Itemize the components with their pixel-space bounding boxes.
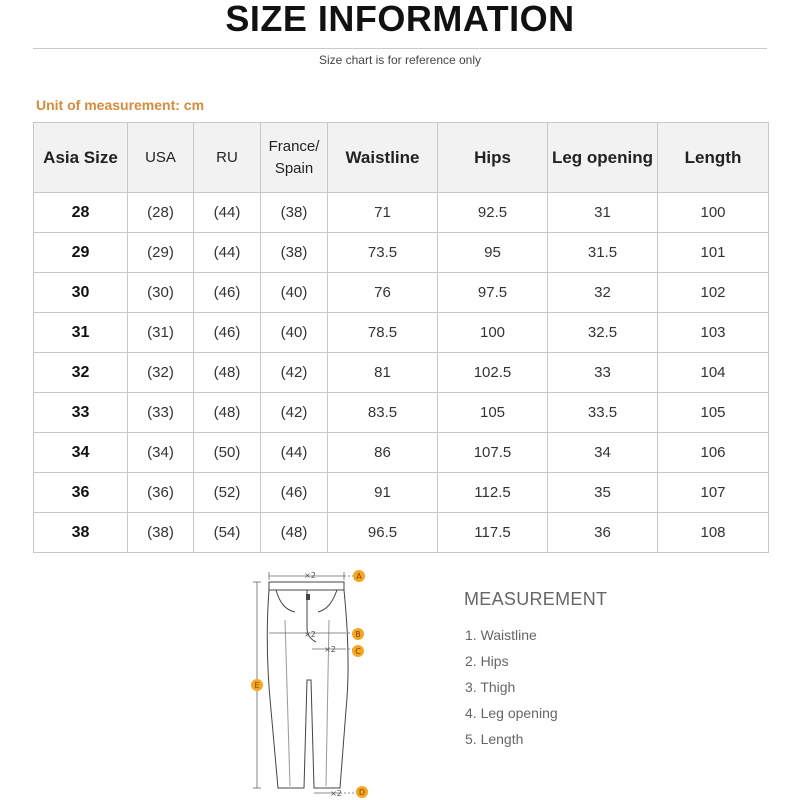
- marker-b-label: B: [355, 630, 361, 639]
- col-france-spain: France/ Spain: [261, 123, 328, 193]
- cell-hips: 105: [438, 393, 548, 433]
- table-header-row: [34, 123, 769, 193]
- cell-asia-size: 38: [34, 513, 128, 553]
- cell-usa: (36): [128, 473, 194, 513]
- cell-leg-opening: 31: [548, 193, 658, 233]
- table-row: [34, 273, 769, 313]
- cell-hips: 100: [438, 313, 548, 353]
- cell-usa: (32): [128, 353, 194, 393]
- cell-france-spain: (46): [261, 473, 328, 513]
- pants-diagram: [240, 560, 380, 800]
- cell-asia-size: 34: [34, 433, 128, 473]
- size-table: [33, 122, 769, 553]
- measurement-title: MEASUREMENT: [464, 589, 608, 609]
- page-title: SIZE INFORMATION: [225, 0, 575, 39]
- cell-length: 107: [658, 473, 769, 513]
- cell-asia-size: 36: [34, 473, 128, 513]
- table-row: [34, 353, 769, 393]
- cell-length: 104: [658, 353, 769, 393]
- cell-hips: 117.5: [438, 513, 548, 553]
- cell-france-spain: (48): [261, 513, 328, 553]
- cell-usa: (38): [128, 513, 194, 553]
- button-icon: [306, 594, 310, 600]
- cell-waistline: 76: [328, 273, 438, 313]
- cell-france-spain: (42): [261, 393, 328, 433]
- col-waistline: Waistline: [328, 123, 438, 193]
- hips-multiplier: ×2: [304, 630, 316, 639]
- cell-waistline: 78.5: [328, 313, 438, 353]
- unit-label: Unit of measurement: cm: [36, 97, 205, 113]
- cell-usa: (33): [128, 393, 194, 433]
- col-ru: RU: [194, 123, 261, 193]
- cell-leg-opening: 32: [548, 273, 658, 313]
- cell-ru: (48): [194, 353, 261, 393]
- cell-ru: (52): [194, 473, 261, 513]
- cell-waistline: 91: [328, 473, 438, 513]
- cell-usa: (31): [128, 313, 194, 353]
- cell-length: 106: [658, 433, 769, 473]
- cell-waistline: 81: [328, 353, 438, 393]
- cell-length: 102: [658, 273, 769, 313]
- marker-e-label: E: [254, 681, 260, 690]
- cell-hips: 92.5: [438, 193, 548, 233]
- marker-d-label: D: [358, 788, 366, 797]
- cell-leg-opening: 33.5: [548, 393, 658, 433]
- waist-multiplier: ×2: [304, 571, 316, 580]
- table-row: [34, 513, 769, 553]
- size-table-body: [34, 193, 769, 553]
- cell-asia-size: 30: [34, 273, 128, 313]
- cell-leg-opening: 36: [548, 513, 658, 553]
- cell-waistline: 73.5: [328, 233, 438, 273]
- cell-leg-opening: 32.5: [548, 313, 658, 353]
- table-row: [34, 233, 769, 273]
- cell-leg-opening: 31.5: [548, 233, 658, 273]
- cell-usa: (34): [128, 433, 194, 473]
- table-row: [34, 393, 769, 433]
- cell-waistline: 86: [328, 433, 438, 473]
- col-hips: Hips: [438, 123, 548, 193]
- cell-ru: (54): [194, 513, 261, 553]
- col-leg-opening: Leg opening: [548, 123, 658, 193]
- cell-length: 100: [658, 193, 769, 233]
- cell-france-spain: (38): [261, 193, 328, 233]
- leg-opening-multiplier: ×2: [330, 789, 342, 798]
- cell-usa: (30): [128, 273, 194, 313]
- measurement-item-length: 5. Length: [465, 731, 524, 747]
- cell-length: 103: [658, 313, 769, 353]
- table-row: [34, 473, 769, 513]
- cell-hips: 107.5: [438, 433, 548, 473]
- col-asia-size: Asia Size: [34, 123, 128, 193]
- col-usa: USA: [128, 123, 194, 193]
- cell-length: 105: [658, 393, 769, 433]
- cell-length: 108: [658, 513, 769, 553]
- cell-waistline: 71: [328, 193, 438, 233]
- cell-france-spain: (38): [261, 233, 328, 273]
- cell-france-spain: (44): [261, 433, 328, 473]
- marker-c-label: C: [355, 647, 361, 656]
- cell-ru: (46): [194, 313, 261, 353]
- cell-usa: (28): [128, 193, 194, 233]
- cell-ru: (48): [194, 393, 261, 433]
- table-row: [34, 313, 769, 353]
- measurement-item-waistline: 1. Waistline: [465, 627, 537, 643]
- cell-france-spain: (40): [261, 273, 328, 313]
- cell-hips: 97.5: [438, 273, 548, 313]
- cell-hips: 112.5: [438, 473, 548, 513]
- cell-leg-opening: 35: [548, 473, 658, 513]
- measurement-item-leg-opening: 4. Leg opening: [465, 705, 558, 721]
- cell-asia-size: 29: [34, 233, 128, 273]
- thigh-multiplier: ×2: [324, 645, 336, 654]
- measurement-item-thigh: 3. Thigh: [465, 679, 516, 695]
- cell-leg-opening: 33: [548, 353, 658, 393]
- cell-waistline: 96.5: [328, 513, 438, 553]
- cell-ru: (46): [194, 273, 261, 313]
- cell-asia-size: 28: [34, 193, 128, 233]
- cell-leg-opening: 34: [548, 433, 658, 473]
- subtitle: Size chart is for reference only: [318, 53, 482, 67]
- cell-ru: (50): [194, 433, 261, 473]
- cell-hips: 102.5: [438, 353, 548, 393]
- measurement-list: [465, 626, 558, 756]
- table-row: [34, 193, 769, 233]
- marker-a-label: A: [356, 572, 362, 581]
- cell-length: 101: [658, 233, 769, 273]
- cell-waistline: 83.5: [328, 393, 438, 433]
- table-row: [34, 433, 769, 473]
- cell-france-spain: (42): [261, 353, 328, 393]
- cell-france-spain: (40): [261, 313, 328, 353]
- cell-ru: (44): [194, 193, 261, 233]
- cell-asia-size: 32: [34, 353, 128, 393]
- cell-asia-size: 31: [34, 313, 128, 353]
- cell-hips: 95: [438, 233, 548, 273]
- cell-usa: (29): [128, 233, 194, 273]
- title-divider: [33, 48, 767, 49]
- cell-ru: (44): [194, 233, 261, 273]
- cell-asia-size: 33: [34, 393, 128, 433]
- measurement-item-hips: 2. Hips: [465, 653, 509, 669]
- col-length: Length: [658, 123, 769, 193]
